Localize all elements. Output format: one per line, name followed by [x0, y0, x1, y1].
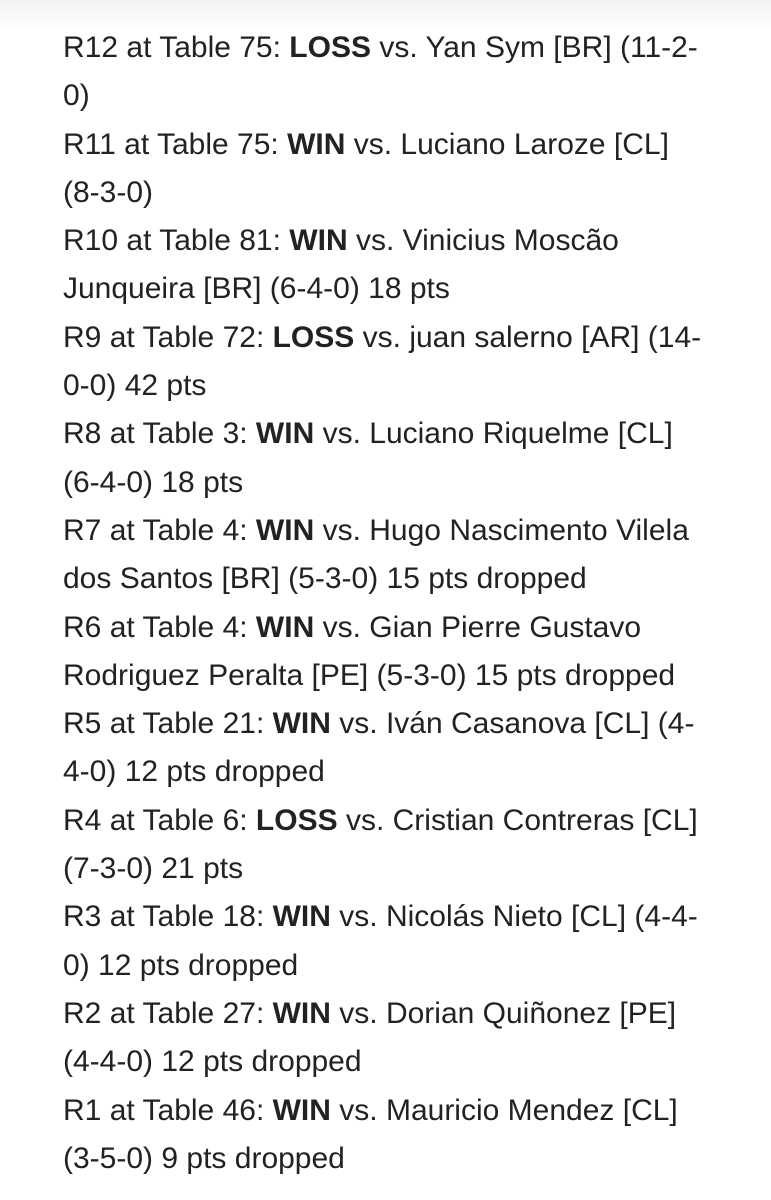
match-result: LOSS — [289, 31, 371, 64]
round-entry: R9 at Table 72: LOSS vs. juan salerno [AR] (14-0-0) 42 pts — [63, 320, 702, 403]
opponent-points: 12 pts — [124, 755, 207, 789]
dropped-flag: dropped — [476, 562, 587, 596]
match-result: WIN — [289, 224, 348, 258]
opponent-record: 3-5-0 — [73, 1141, 144, 1175]
match-result: WIN — [272, 707, 331, 741]
match-result: WIN — [287, 127, 346, 161]
round-number: R2 — [63, 996, 102, 1030]
match-result: LOSS — [272, 320, 355, 354]
opponent-name: Gian Pierre Gustavo Rodriguez Peralta — [63, 610, 642, 692]
opponent-record: 4-4-0 — [63, 707, 695, 789]
opponent-name: Dorian Quiñonez — [385, 996, 612, 1030]
match-result: WIN — [255, 513, 315, 547]
opponent-points: 18 pts — [368, 272, 450, 306]
opponent-record: 7-3-0 — [73, 852, 144, 886]
opponent-record: 8-3-0 — [73, 175, 144, 209]
opponent-points: 42 pts — [124, 369, 207, 403]
table-number: 18 — [222, 900, 256, 934]
opponent-country: CL — [651, 803, 690, 837]
opponent-country: BR — [211, 272, 254, 306]
round-entry: R2 at Table 27: WIN vs. Dorian Quiñonez [PE] (4-4-0) 12 pts dropped — [63, 996, 677, 1079]
opponent-name: Mauricio Mendez — [385, 1093, 615, 1127]
opponent-name: Nicolás Nieto — [385, 900, 563, 934]
opponent-record: 6-4-0 — [73, 465, 144, 499]
round-entry: R5 at Table 21: WIN vs. Iván Casanova [CL] (4-4-0) 12 pts dropped — [63, 707, 695, 789]
round-number: R7 — [63, 513, 102, 547]
opponent-country: PE — [319, 658, 360, 692]
dropped-flag: dropped — [251, 1045, 362, 1079]
opponent-points: 15 pts — [474, 658, 557, 692]
opponent-country: CL — [626, 417, 665, 451]
dropped-flag: dropped — [214, 755, 325, 789]
round-number: R6 — [63, 610, 102, 644]
table-number: 72 — [222, 320, 256, 354]
match-result: WIN — [272, 900, 331, 934]
round-number: R1 — [63, 1093, 102, 1127]
match-result: WIN — [272, 996, 331, 1030]
round-entry: R7 at Table 4: WIN vs. Hugo Nascimento Vilela dos Santos [BR] (5-3-0) 15 pts dropped — [63, 513, 689, 596]
opponent-record: 11-2-0 — [63, 31, 698, 113]
round-entry: R11 at Table 75: WIN vs. Luciano Laroze [CL] (8-3-0) — [63, 127, 669, 209]
opponent-points: 12 pts — [98, 948, 180, 982]
opponent-points: 9 pts — [161, 1141, 227, 1175]
round-number: R11 — [63, 127, 116, 161]
table-number: 46 — [222, 1093, 256, 1127]
round-number: R3 — [63, 900, 102, 934]
opponent-points: 21 pts — [161, 852, 244, 886]
round-number: R10 — [63, 224, 119, 258]
opponent-country: BR — [561, 31, 604, 64]
round-entry: R12 at Table 75: LOSS vs. Yan Sym [BR] (11-2-0) — [63, 31, 698, 113]
match-result: WIN — [255, 610, 315, 644]
opponent-country: PE — [627, 996, 668, 1030]
round-entry: R6 at Table 4: WIN vs. Gian Pierre Gustavo Rodriguez Peralta [PE] (5-3-0) 15 pts dropped — [63, 610, 676, 692]
opponent-country: CL — [579, 900, 618, 934]
round-number: R4 — [63, 803, 102, 837]
round-number: R9 — [63, 320, 102, 354]
round-results-list — [63, 24, 713, 1183]
opponent-name: Luciano Riquelme — [369, 417, 610, 451]
opponent-name: Hugo Nascimento Vilela dos Santos — [63, 513, 689, 596]
opponent-points: 15 pts — [386, 562, 469, 596]
opponent-name: Cristian Contreras — [392, 803, 635, 837]
table-number: 4 — [222, 610, 240, 644]
opponent-country: BR — [229, 562, 272, 596]
opponent-name: Luciano Laroze — [400, 127, 606, 161]
table-number: 75 — [239, 31, 273, 64]
opponent-record: 5-3-0 — [298, 562, 369, 596]
dropped-flag: dropped — [188, 948, 299, 982]
match-result: WIN — [272, 1093, 331, 1127]
round-number: R12 — [63, 31, 119, 64]
opponent-country: CL — [602, 707, 642, 741]
opponent-name: Vinicius Moscão Junqueira — [63, 224, 619, 306]
table-number: 27 — [222, 996, 256, 1030]
dropped-flag: dropped — [234, 1141, 345, 1175]
opponent-record: 5-3-0 — [386, 658, 457, 692]
opponent-record: 6-4-0 — [279, 272, 350, 306]
round-entry: R1 at Table 46: WIN vs. Mauricio Mendez [CL] (3-5-0) 9 pts dropped — [63, 1093, 678, 1175]
table-number: 4 — [222, 513, 240, 547]
round-entry: R3 at Table 18: WIN vs. Nicolás Nieto [CL] (4-4-0) 12 pts dropped — [63, 900, 698, 982]
opponent-country: AR — [589, 320, 632, 354]
table-number: 81 — [239, 224, 273, 258]
opponent-record: 4-4-0 — [73, 1045, 144, 1079]
table-number: 3 — [222, 417, 240, 451]
round-number: R5 — [63, 707, 102, 741]
round-entry: R4 at Table 6: LOSS vs. Cristian Contreras [CL] (7-3-0) 21 pts — [63, 803, 698, 886]
match-result: WIN — [255, 417, 315, 451]
match-result: LOSS — [255, 803, 338, 837]
opponent-name: Iván Casanova — [385, 707, 587, 741]
opponent-country: CL — [622, 127, 661, 161]
round-entry: R10 at Table 81: WIN vs. Vinicius Moscão Junqueira [BR] (6-4-0) 18 pts — [63, 224, 619, 306]
round-entry: R8 at Table 3: WIN vs. Luciano Riquelme [CL] (6-4-0) 18 pts — [63, 417, 673, 499]
opponent-name: Yan Sym — [425, 31, 545, 64]
table-number: 21 — [222, 707, 256, 741]
table-number: 6 — [222, 803, 240, 837]
round-number: R8 — [63, 417, 102, 451]
opponent-country: CL — [631, 1093, 670, 1127]
opponent-record: 4-4-0 — [63, 900, 698, 982]
dropped-flag: dropped — [564, 658, 676, 692]
table-number: 75 — [237, 127, 271, 161]
opponent-points: 12 pts — [161, 1045, 244, 1079]
opponent-record: 14-0-0 — [63, 320, 702, 403]
opponent-name: juan salerno — [409, 320, 573, 354]
opponent-points: 18 pts — [161, 465, 244, 499]
